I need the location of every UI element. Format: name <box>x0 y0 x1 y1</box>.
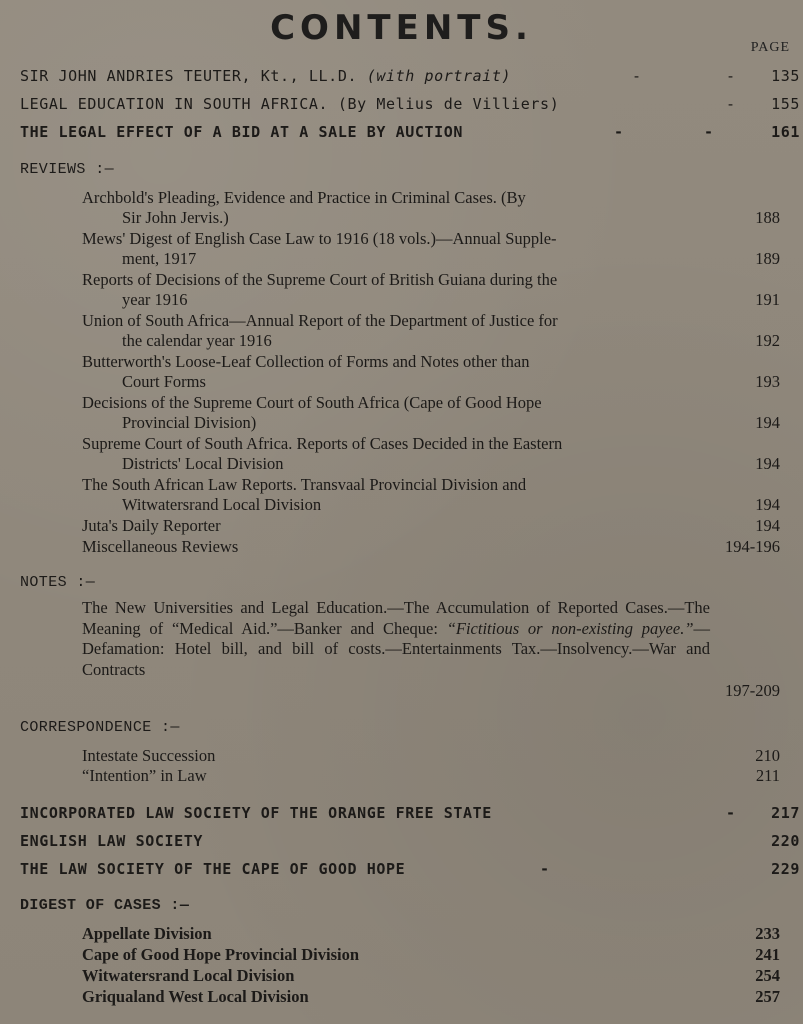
page-title: CONTENTS. <box>270 8 533 48</box>
page-number: 194 <box>755 454 780 473</box>
page-number: 188 <box>755 208 780 227</box>
review-title: Decisions of the Supreme Court of South Africa (Cape of Good Hope <box>82 393 542 412</box>
leader-dash: - <box>726 804 736 822</box>
entry-title: Griqualand West Local Division <box>82 987 309 1006</box>
review-title-cont: ment, 1917 <box>122 249 197 268</box>
leader-dash: - <box>726 67 736 85</box>
page-number: 193 <box>755 372 780 391</box>
page-number: 194 <box>755 495 780 514</box>
leader-dash: - <box>540 860 550 878</box>
page-number: 194 <box>755 516 780 535</box>
page-number: 257 <box>755 987 780 1006</box>
entry-title: THE LAW SOCIETY OF THE CAPE OF GOOD HOPE <box>20 860 406 878</box>
review-title: Reports of Decisions of the Supreme Court of British Guiana during the <box>82 270 558 289</box>
review-title: Union of South Africa—Annual Report of the Department of Justice for <box>82 311 558 330</box>
review-title: Mews' Digest of English Case Law to 1916 (18 vols.)—Annual Supple- <box>82 229 557 248</box>
section-heading-notes: NOTES :— <box>20 574 96 591</box>
digest-item <box>82 966 780 986</box>
notes-entry: The New Universities and Legal Education.—The Accumulation of Reported Cases.—The Meaning of “Medical Aid.”—Banker and Cheque: “Fictitious or non-existing payee.”—Defamation: Hotel bill, and bill of costs.—Entertainments Tax.—Insolvency.—War and Contracts <box>82 598 710 679</box>
entry-title: SIR JOHN ANDRIES TEUTER, Kt., LL.D. <box>20 67 358 85</box>
review-title-cont: Districts' Local Division <box>122 454 284 473</box>
review-title: Archbold's Pleading, Evidence and Practice in Criminal Cases. (By <box>82 188 526 207</box>
entry-title: Cape of Good Hope Provincial Division <box>82 945 360 964</box>
entry-title: “Intention” in Law <box>82 766 207 785</box>
page-number: 241 <box>755 945 780 964</box>
page-number: 254 <box>755 966 780 985</box>
toc-entry <box>20 831 800 851</box>
review-item <box>82 393 780 433</box>
entry-title: THE LEGAL EFFECT OF A BID AT A SALE BY AUCTION <box>20 123 464 141</box>
review-item <box>82 270 780 310</box>
review-item <box>82 229 780 269</box>
page-number: 233 <box>755 924 780 943</box>
review-title: Butterworth's Loose-Leaf Collection of Forms and Notes other than <box>82 352 530 371</box>
page-number: 189 <box>755 249 780 268</box>
digest-item <box>82 945 780 965</box>
review-title-cont: Sir John Jervis.) <box>122 208 229 227</box>
leader-dash: - <box>632 67 642 85</box>
review-title: Miscellaneous Reviews <box>82 537 239 556</box>
review-item <box>82 352 780 392</box>
review-item <box>82 475 780 515</box>
section-heading-digest: DIGEST OF CASES :— <box>20 897 190 914</box>
review-title-cont: Court Forms <box>122 372 206 391</box>
page-number: 191 <box>755 290 780 309</box>
toc-entry <box>20 122 800 142</box>
page-number: 155 <box>771 95 800 113</box>
entry-title: Intestate Succession <box>82 746 216 765</box>
review-item <box>82 188 780 228</box>
review-title: Juta's Daily Reporter <box>82 516 221 535</box>
section-heading-reviews: REVIEWS :— <box>20 161 115 178</box>
toc-entry <box>20 66 800 86</box>
review-item <box>82 516 780 536</box>
entry-note: (with portrait) <box>366 67 512 85</box>
entry-title: Appellate Division <box>82 924 212 943</box>
digest-item <box>82 924 780 944</box>
page-number: 135 <box>771 67 800 85</box>
review-item <box>82 434 780 474</box>
page-number: 211 <box>755 766 780 785</box>
toc-entry <box>20 803 800 823</box>
page-number: 197-209 <box>725 681 780 700</box>
review-title-cont: year 1916 <box>122 290 188 309</box>
page-number: 229 <box>771 860 800 878</box>
toc-entry <box>20 859 800 879</box>
page-number: 194 <box>755 413 780 432</box>
page-number: 217 <box>771 804 800 822</box>
entry-title: INCORPORATED LAW SOCIETY OF THE ORANGE FREE STATE <box>20 804 492 822</box>
leader-dash: - <box>726 95 736 113</box>
review-title-cont: Provincial Division) <box>122 413 257 432</box>
entry-title: LEGAL EDUCATION IN SOUTH AFRICA. (By Melius de Villiers) <box>20 95 560 113</box>
review-title-cont: the calendar year 1916 <box>122 331 272 350</box>
correspondence-item <box>82 766 780 786</box>
entry-title: Witwatersrand Local Division <box>82 966 295 985</box>
section-heading-correspondence: CORRESPONDENCE :— <box>20 719 180 736</box>
leader-dash: - <box>614 123 624 141</box>
digest-item <box>82 987 780 1007</box>
review-item <box>82 311 780 351</box>
leader-dash: - <box>704 123 714 141</box>
toc-entry <box>20 94 800 114</box>
page-number: 192 <box>755 331 780 350</box>
page-number: 194-196 <box>725 537 780 556</box>
correspondence-item <box>82 746 780 766</box>
entry-title: ENGLISH LAW SOCIETY <box>20 832 203 850</box>
page-column-label: PAGE <box>750 40 790 55</box>
page-number: 161 <box>771 123 800 141</box>
review-title: Supreme Court of South Africa. Reports of Cases Decided in the Eastern <box>82 434 563 453</box>
page-number: 220 <box>771 832 800 850</box>
review-item <box>82 537 780 557</box>
page-number: 210 <box>755 746 780 765</box>
review-title: The South African Law Reports. Transvaal Provincial Division and <box>82 475 527 494</box>
review-title-cont: Witwatersrand Local Division <box>122 495 322 514</box>
